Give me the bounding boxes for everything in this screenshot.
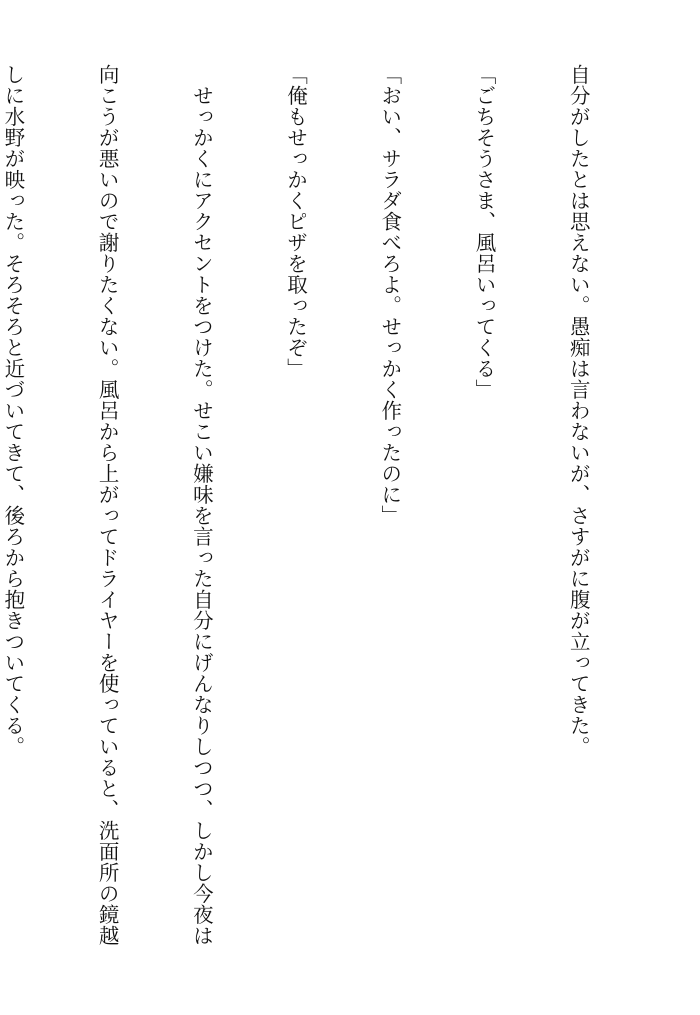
dialogue-line: 「おい、サラダ食べろよ。せっかく作ったのに」: [377, 64, 402, 526]
dialogue-line: 「俺もせっかくピザを取ったぞ」: [283, 64, 308, 379]
vertical-text-body: [0, 64, 656, 984]
dialogue-line: 「ごちそうさま、風呂いってくる」: [471, 64, 496, 400]
text-line: しに水野が映った。そろそろと近づいてきて、後ろから抱きついてくる。: [0, 64, 25, 757]
text-line: せっかくにアクセントをつけた。せこい嫌味を言った自分にげんなりしつつ、しかし今夜は: [189, 64, 214, 946]
text-line: 向こうが悪いので謝りたくない。風呂から上がってドライヤーを使っていると、洗面所の鏡越: [95, 64, 120, 946]
text-line: 自分がしたとは思えない。愚痴は言わないが、さすがに腹が立ってきた。: [566, 64, 591, 757]
